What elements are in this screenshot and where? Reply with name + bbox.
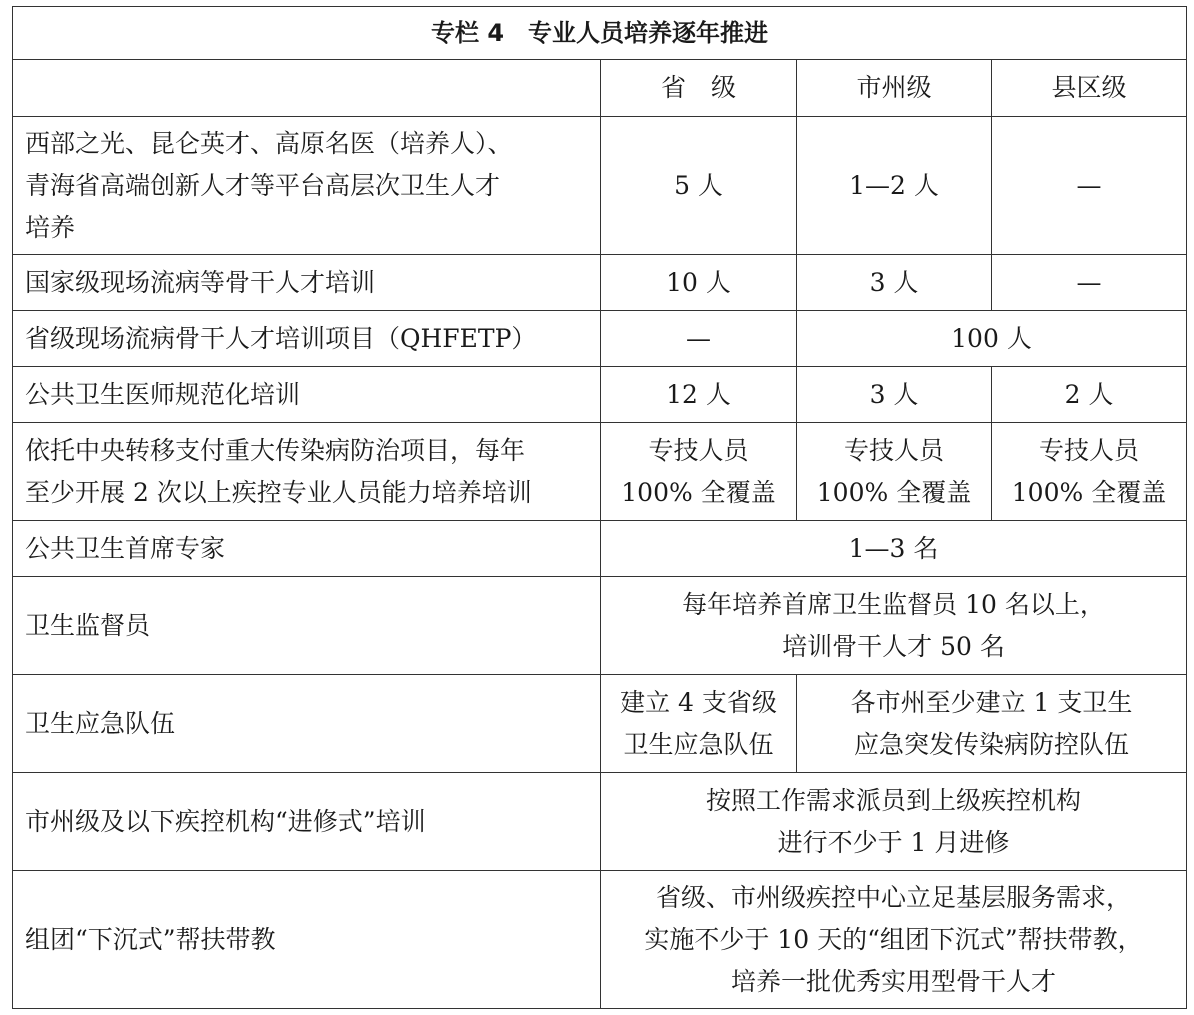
- row-item: 市州级及以下疾控机构“进修式”培训: [13, 773, 601, 871]
- municipal-cell: 1—2 人: [797, 117, 992, 255]
- county-cell: —: [992, 255, 1187, 311]
- table-row: [13, 367, 1187, 423]
- table-row: [13, 577, 1187, 675]
- provincial-cell: 12 人: [601, 367, 797, 423]
- provincial-cell: 建立 4 支省级 卫生应急队伍: [601, 675, 797, 773]
- header-empty-cell: [13, 60, 601, 117]
- provincial-cell: 10 人: [601, 255, 797, 311]
- table-row: [13, 773, 1187, 871]
- provincial-cell: 5 人: [601, 117, 797, 255]
- table-row: [13, 423, 1187, 521]
- header-municipal: 市州级: [797, 60, 992, 117]
- table-title: 专栏 4 专业人员培养逐年推进: [13, 7, 1187, 60]
- table-row: [13, 255, 1187, 311]
- county-cell: 2 人: [992, 367, 1187, 423]
- row-item: 卫生应急队伍: [13, 675, 601, 773]
- municipal-county-cell: 100 人: [797, 311, 1187, 367]
- table-row: [13, 521, 1187, 577]
- all-levels-cell: 每年培养首席卫生监督员 10 名以上， 培训骨干人才 50 名: [601, 577, 1187, 675]
- row-item: 组团“下沉式”帮扶带教: [13, 871, 601, 1009]
- row-item: 依托中央转移支付重大传染病防治项目，每年 至少开展 2 次以上疾控专业人员能力培养培训: [13, 423, 601, 521]
- municipal-cell: 3 人: [797, 367, 992, 423]
- header-row: [13, 60, 1187, 117]
- training-table: [12, 6, 1187, 1009]
- header-provincial: 省 级: [601, 60, 797, 117]
- all-levels-cell: 1—3 名: [601, 521, 1187, 577]
- provincial-cell: —: [601, 311, 797, 367]
- row-item: 公共卫生首席专家: [13, 521, 601, 577]
- all-levels-cell: 按照工作需求派员到上级疾控机构 进行不少于 1 月进修: [601, 773, 1187, 871]
- title-row: [13, 7, 1187, 60]
- table-row: [13, 311, 1187, 367]
- table-row: [13, 675, 1187, 773]
- municipal-county-cell: 各市州至少建立 1 支卫生 应急突发传染病防控队伍: [797, 675, 1187, 773]
- county-cell: 专技人员 100% 全覆盖: [992, 423, 1187, 521]
- municipal-cell: 3 人: [797, 255, 992, 311]
- county-cell: —: [992, 117, 1187, 255]
- column-4-panel: [12, 6, 1186, 1009]
- row-item: 省级现场流病骨干人才培训项目（QHFETP）: [13, 311, 601, 367]
- table-row: [13, 117, 1187, 255]
- row-item: 卫生监督员: [13, 577, 601, 675]
- all-levels-cell: 省级、市州级疾控中心立足基层服务需求， 实施不少于 10 天的“组团下沉式”帮扶带教， 培养一批优秀实用型骨干人才: [601, 871, 1187, 1009]
- row-item: 国家级现场流病等骨干人才培训: [13, 255, 601, 311]
- table-row: [13, 871, 1187, 1009]
- provincial-cell: 专技人员 100% 全覆盖: [601, 423, 797, 521]
- row-item: 公共卫生医师规范化培训: [13, 367, 601, 423]
- row-item: 西部之光、昆仑英才、高原名医（培养人）、 青海省高端创新人才等平台高层次卫生人才 培养: [13, 117, 601, 255]
- header-county: 县区级: [992, 60, 1187, 117]
- municipal-cell: 专技人员 100% 全覆盖: [797, 423, 992, 521]
